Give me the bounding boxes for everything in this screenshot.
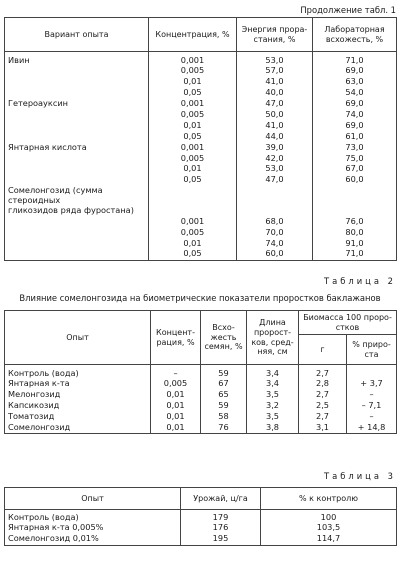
experiment-cell: Янтарная к-та 0,005% [5, 523, 181, 534]
concentration-cell: 0,05 [149, 249, 237, 260]
energy-cell: 53,0 [237, 52, 313, 66]
concentration-cell: 0,05 [149, 88, 237, 99]
energy-cell: 41,0 [237, 77, 313, 88]
energy-cell: 50,0 [237, 109, 313, 120]
table-row [5, 186, 397, 206]
concentration-cell: 0,005 [149, 227, 237, 238]
germination-cell: 65 [201, 390, 247, 401]
t1-header-concentration: Концентрация, % [149, 18, 237, 52]
concentration-cell: 0,05 [149, 175, 237, 186]
germination-cell: 76 [201, 422, 247, 433]
variant-cell: гликозидов ряда фуростана) [5, 205, 149, 216]
t1-header-germination: Лабораторная всхожесть, % [313, 18, 397, 52]
table-row [5, 534, 397, 545]
concentration-cell: 0,001 [149, 216, 237, 227]
germination-cell: 73,0 [313, 142, 397, 153]
t2-header-experiment: Опыт [5, 311, 151, 365]
table-row [5, 401, 397, 412]
germination-cell: 69,0 [313, 120, 397, 131]
table-row [5, 131, 397, 142]
germination-cell: 71,0 [313, 249, 397, 260]
experiment-cell: Янтарная к-та [5, 379, 151, 390]
energy-cell: 57,0 [237, 66, 313, 77]
variant-cell [5, 153, 149, 164]
germination-cell: 59 [201, 365, 247, 379]
concentration-cell: 0,01 [149, 120, 237, 131]
germination-cell: 67 [201, 379, 247, 390]
pct-cell: 114,7 [261, 534, 397, 545]
table-row [5, 390, 397, 401]
length-cell: 3,5 [247, 390, 299, 401]
biomass-g-cell: 2,5 [299, 401, 347, 412]
variant-cell: Ивин [5, 52, 149, 66]
table-row [5, 412, 397, 423]
concentration-cell [149, 186, 237, 206]
t1-body [5, 52, 397, 261]
energy-cell: 47,0 [237, 175, 313, 186]
concentration-cell: 0,01 [151, 422, 201, 433]
experiment-cell: Сомелонгозид [5, 422, 151, 433]
experiment-cell: Томатозид [5, 412, 151, 423]
biomass-pct-cell [347, 365, 397, 379]
table-row [5, 379, 397, 390]
table-row [5, 52, 397, 66]
t1-header-energy: Энергия прора-стания, % [237, 18, 313, 52]
length-cell: 3,5 [247, 412, 299, 423]
t1-header-variant: Вариант опыта [5, 18, 149, 52]
germination-cell: 69,0 [313, 99, 397, 110]
concentration-cell: 0,01 [151, 412, 201, 423]
table-row [5, 205, 397, 216]
variant-cell [5, 238, 149, 249]
table-3 [4, 487, 397, 546]
table-row [5, 365, 397, 379]
variant-cell [5, 131, 149, 142]
energy-cell: 42,0 [237, 153, 313, 164]
germination-cell: 75,0 [313, 153, 397, 164]
biomass-pct-cell: – [347, 390, 397, 401]
energy-cell [237, 186, 313, 206]
table-row [5, 66, 397, 77]
concentration-cell: 0,01 [151, 390, 201, 401]
energy-cell [237, 205, 313, 216]
table-row [5, 227, 397, 238]
t3-header-experiment: Опыт [5, 488, 181, 510]
yield-cell: 179 [181, 510, 261, 523]
germination-cell [313, 186, 397, 206]
biomass-pct-cell: – [347, 412, 397, 423]
experiment-cell: Мелонгозид [5, 390, 151, 401]
experiment-cell: Контроль (вода) [5, 510, 181, 523]
table-row [5, 153, 397, 164]
variant-cell [5, 227, 149, 238]
yield-cell: 195 [181, 534, 261, 545]
t3-header-yield: Урожай, ц/га [181, 488, 261, 510]
biomass-pct-cell: + 14,8 [347, 422, 397, 433]
table-2 [4, 310, 397, 434]
concentration-cell: 0,01 [149, 77, 237, 88]
concentration-cell: 0,05 [149, 131, 237, 142]
germination-cell: 76,0 [313, 216, 397, 227]
energy-cell: 74,0 [237, 238, 313, 249]
germination-cell: 60,0 [313, 175, 397, 186]
biomass-pct-cell: + 3,7 [347, 379, 397, 390]
germination-cell: 61,0 [313, 131, 397, 142]
table-2-label: Таблица 2 [323, 276, 396, 286]
germination-cell: 54,0 [313, 88, 397, 99]
variant-cell [5, 120, 149, 131]
biomass-pct-cell: – 7,1 [347, 401, 397, 412]
t2-header-biomass-g: г [299, 335, 347, 365]
concentration-cell: 0,005 [149, 109, 237, 120]
pct-cell: 100 [261, 510, 397, 523]
t3-header-pct: % к контролю [261, 488, 397, 510]
variant-cell: Сомелонгозид (сумма стероидных [5, 186, 149, 206]
germination-cell: 69,0 [313, 66, 397, 77]
concentration-cell [149, 205, 237, 216]
variant-cell [5, 77, 149, 88]
continuation-label: Продолжение табл. 1 [300, 5, 396, 15]
energy-cell: 60,0 [237, 249, 313, 260]
concentration-cell: 0,005 [149, 153, 237, 164]
germination-cell: 91,0 [313, 238, 397, 249]
concentration-cell: 0,001 [149, 142, 237, 153]
concentration-cell: 0,01 [149, 164, 237, 175]
concentration-cell: 0,005 [149, 66, 237, 77]
concentration-cell: 0,01 [149, 238, 237, 249]
t3-body [5, 510, 397, 546]
concentration-cell: 0,001 [149, 52, 237, 66]
t2-body [5, 365, 397, 434]
variant-cell [5, 216, 149, 227]
energy-cell: 68,0 [237, 216, 313, 227]
variant-cell [5, 66, 149, 77]
t2-header-concentration: Концент-рация, % [151, 311, 201, 365]
variant-cell: Янтарная кислота [5, 142, 149, 153]
biomass-g-cell: 3,1 [299, 422, 347, 433]
biomass-g-cell: 2,7 [299, 390, 347, 401]
concentration-cell: 0,001 [149, 99, 237, 110]
t2-header-biomass: Биомасса 100 проро-стков [299, 311, 397, 335]
table-row [5, 238, 397, 249]
t2-header-germination: Всхо-жесть семян, % [201, 311, 247, 365]
experiment-cell: Капсикозид [5, 401, 151, 412]
energy-cell: 47,0 [237, 99, 313, 110]
variant-cell [5, 164, 149, 175]
germination-cell: 59 [201, 401, 247, 412]
table-row [5, 77, 397, 88]
table-row [5, 510, 397, 523]
table-row [5, 523, 397, 534]
variant-cell [5, 88, 149, 99]
table-row [5, 99, 397, 110]
yield-cell: 176 [181, 523, 261, 534]
concentration-cell: 0,01 [151, 401, 201, 412]
germination-cell: 58 [201, 412, 247, 423]
energy-cell: 41,0 [237, 120, 313, 131]
concentration-cell: 0,005 [151, 379, 201, 390]
germination-cell: 71,0 [313, 52, 397, 66]
variant-cell: Гетероауксин [5, 99, 149, 110]
biomass-g-cell: 2,7 [299, 412, 347, 423]
variant-cell [5, 249, 149, 260]
biomass-g-cell: 2,7 [299, 365, 347, 379]
table-row [5, 120, 397, 131]
table-2-title: Влияние сомелонгозида на биометрические показатели проростков баклажанов [19, 293, 381, 303]
length-cell: 3,2 [247, 401, 299, 412]
energy-cell: 53,0 [237, 164, 313, 175]
biomass-g-cell: 2,8 [299, 379, 347, 390]
table-row [5, 164, 397, 175]
germination-cell: 80,0 [313, 227, 397, 238]
t2-header-biomass-pct: % приро-ста [347, 335, 397, 365]
table-row [5, 422, 397, 433]
germination-cell: 67,0 [313, 164, 397, 175]
energy-cell: 44,0 [237, 131, 313, 142]
table-row [5, 249, 397, 260]
table-3-label: Таблица 3 [323, 471, 396, 481]
table-row [5, 142, 397, 153]
experiment-cell: Контроль (вода) [5, 365, 151, 379]
germination-cell: 74,0 [313, 109, 397, 120]
table-1 [4, 17, 397, 261]
energy-cell: 70,0 [237, 227, 313, 238]
concentration-cell: – [151, 365, 201, 379]
length-cell: 3,8 [247, 422, 299, 433]
t2-header-length: Длина пророст-ков, сред-няя, см [247, 311, 299, 365]
germination-cell: 63,0 [313, 77, 397, 88]
table-row [5, 109, 397, 120]
germination-cell [313, 205, 397, 216]
energy-cell: 40,0 [237, 88, 313, 99]
variant-cell [5, 109, 149, 120]
experiment-cell: Сомелонгозид 0,01% [5, 534, 181, 545]
pct-cell: 103,5 [261, 523, 397, 534]
table-row [5, 88, 397, 99]
length-cell: 3,4 [247, 379, 299, 390]
energy-cell: 39,0 [237, 142, 313, 153]
table-row [5, 216, 397, 227]
length-cell: 3,4 [247, 365, 299, 379]
